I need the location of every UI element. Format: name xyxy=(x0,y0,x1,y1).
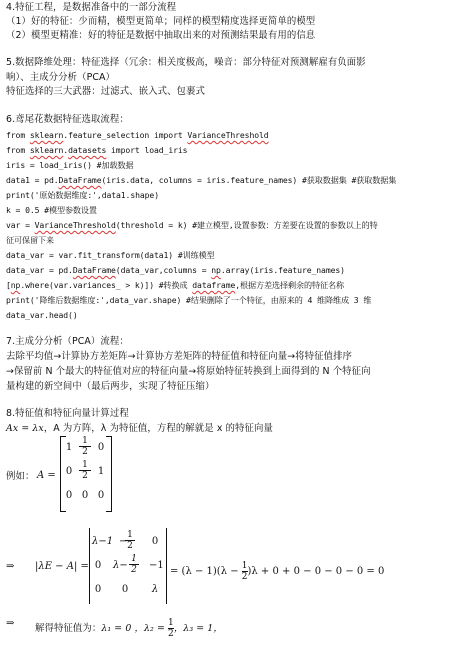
code-line-6: k = 0.5 #模型参数设置 xyxy=(6,205,97,215)
code-line-1 xyxy=(6,129,269,141)
code-token: from xyxy=(6,145,30,155)
code-line-11 xyxy=(6,279,344,291)
matrix-cell: 0 xyxy=(97,442,105,453)
sec8-eq-line xyxy=(6,423,273,435)
code-line-2 xyxy=(6,144,187,156)
code-token: .where(var.variances_ > k)]) #转换成 xyxy=(20,280,193,290)
fraction-denominator: 2 xyxy=(79,470,91,481)
code-line-7 xyxy=(6,219,378,231)
eigenvalues-part-2: ，λ₃ = 1， xyxy=(173,623,223,634)
det-cell: 0 xyxy=(151,536,159,547)
code-token: datasets xyxy=(68,145,107,155)
matrix-cell: 0 xyxy=(81,490,89,501)
eigenvalue-half: $\frac{1}{2}$ xyxy=(167,618,174,639)
determinant-rhs-b: )λ + 0 + 0 − 0 − 0 − 0 = 0 xyxy=(247,566,385,577)
code-token: np xyxy=(211,265,221,275)
code-line-5: print('原始数据维度:',data1.shape) xyxy=(6,190,159,200)
code-token: np xyxy=(10,280,21,290)
fraction-denominator: 2 xyxy=(79,446,91,457)
code-line-13: data_var.head() xyxy=(6,310,78,320)
sec4-point-2: （2）模型更精准：好的特征是数据中抽取出来的对预测结果最有用的信息 xyxy=(6,30,316,41)
code-token: . xyxy=(63,145,69,155)
eigenvalues-part-1: λ₁ = 0 ，λ₂ = xyxy=(101,623,168,634)
code-token: var = xyxy=(6,220,35,230)
code-token: data_var = pd. xyxy=(6,265,73,275)
sec8-title: 8.特征值和特征向量计算过程 xyxy=(6,408,129,419)
matrix-a-label: A = xyxy=(37,470,56,481)
det-cell: λ−1 xyxy=(92,536,114,547)
code-line-3: iris = load_iris() #加载数据 xyxy=(6,160,134,170)
det-cell: 0 xyxy=(94,560,102,571)
determinant-rhs xyxy=(170,561,384,582)
sec4-title: 4.特征工程，是数据准备中的一部分流程 xyxy=(6,2,177,13)
sec7-line-3: 量构建的新空间中（最后两步，实现了特征压缩） xyxy=(6,381,215,392)
determinant-lhs: |λE − A| = xyxy=(35,561,89,572)
det-cell: 0 xyxy=(121,584,129,595)
matrix-cell: 0 xyxy=(65,466,73,477)
code-token: DataFrame xyxy=(72,265,116,275)
sec7-line-2: →保留前 N 个最大的特征值对应的特征向量→将原始特征转换到上面得到的 N 个特征向 xyxy=(6,366,371,377)
code-token: DataFrame xyxy=(58,175,102,185)
code-token: from xyxy=(6,130,30,140)
sec5-line-1: 5.数据降维处理：特征选择（冗余：相关度极高，噪音：部分特征对预测解雇有负面影 xyxy=(6,57,366,68)
matrix-cell-fraction xyxy=(79,460,91,481)
code-line-8: 征可保留下来 xyxy=(6,235,54,245)
code-line-12: print('降维后数据维度:',data_var.shape) #结果删除了一个特征，由原来的 4 维降维成 3 维 xyxy=(6,295,372,305)
implies-arrow-2: ⇒ xyxy=(6,618,15,629)
code-token: sklearn xyxy=(29,145,64,155)
matrix-cell: 0 xyxy=(97,490,105,501)
matrix-a xyxy=(60,436,112,512)
code-token: data1 = pd. xyxy=(6,175,59,185)
eigen-description: ，A 为方阵，λ 为特征值，方程的解就是 x 的特征向量 xyxy=(43,423,273,434)
code-token: VarianceThreshold xyxy=(34,220,116,230)
code-token: import load_iris xyxy=(106,145,188,155)
sec6-title: 6.鸢尾花数据特征选取流程： xyxy=(6,114,129,125)
matrix-cell: 1 xyxy=(97,466,105,477)
eigen-equation: Ax = λx xyxy=(6,423,44,434)
determinant-half: $\frac{1}{2}$ xyxy=(241,561,248,582)
determinant-matrix: λ−1 − $\frac{1}{2}$ 0 0 λ− $\frac{1}{2}$ −1 0 0 λ xyxy=(89,528,167,604)
det-cell: λ xyxy=(151,584,159,595)
code-token: dataframe xyxy=(192,280,236,290)
code-token: [ xyxy=(6,280,11,290)
matrix-right-bracket xyxy=(106,436,112,512)
sec7-title: 7.主成分分析（PCA）流程： xyxy=(6,336,129,347)
example-label: 例如： xyxy=(6,471,35,482)
code-token: .array(iris.feature_names) xyxy=(220,265,345,275)
det-cell: 0 xyxy=(94,584,102,595)
sec5-line-3: 特征选择的三大武器：过滤式、嵌入式、包裹式 xyxy=(6,86,205,97)
det-cell: −1 xyxy=(149,560,164,571)
determinant-left-bar xyxy=(89,528,90,604)
code-token: .feature_selection import xyxy=(63,130,188,140)
solution-line xyxy=(35,618,223,639)
code-line-9: data_var = var.fit_transform(data1) #训练模型 xyxy=(6,250,215,260)
code-token: (data_var,columns = xyxy=(115,265,212,275)
code-line-4 xyxy=(6,174,396,186)
implies-arrow-1: ⇒ xyxy=(6,561,15,572)
sec7-line-1: 去除平均值→计算协方差矩阵→计算协方差矩阵的特征值和特征向量→将特征值排序 xyxy=(6,351,353,362)
matrix-cell: 1 xyxy=(65,442,73,453)
determinant-rhs-a: = (λ − 1)(λ − xyxy=(170,566,242,577)
determinant-right-bar xyxy=(166,528,167,604)
fraction-numerator: 1 xyxy=(82,460,88,470)
matrix-cell-fraction xyxy=(79,436,91,457)
sec5-line-2: 响）、主成分分析（PCA） xyxy=(6,72,115,83)
sec4-point-1: （1）好的特征：少而精，模型更简单；同样的模型精度选择更简单的模型 xyxy=(6,16,316,27)
solution-text: 解得特征值为： xyxy=(35,623,102,634)
fraction-numerator: 1 xyxy=(82,436,88,446)
code-token: ,根据方差选择剩余的特征名称 xyxy=(235,280,344,290)
code-token: (threshold = k) #建立模型,设置参数：方差要在设置的参数以上的特 xyxy=(115,220,378,230)
code-token: (iris.data, columns = iris.feature_names) #获取数据集 #获取数据集 xyxy=(101,175,397,185)
code-token: VarianceThreshold xyxy=(187,130,269,140)
code-token: sklearn xyxy=(29,130,64,140)
matrix-cell: 0 xyxy=(65,490,73,501)
code-line-10 xyxy=(6,264,345,276)
